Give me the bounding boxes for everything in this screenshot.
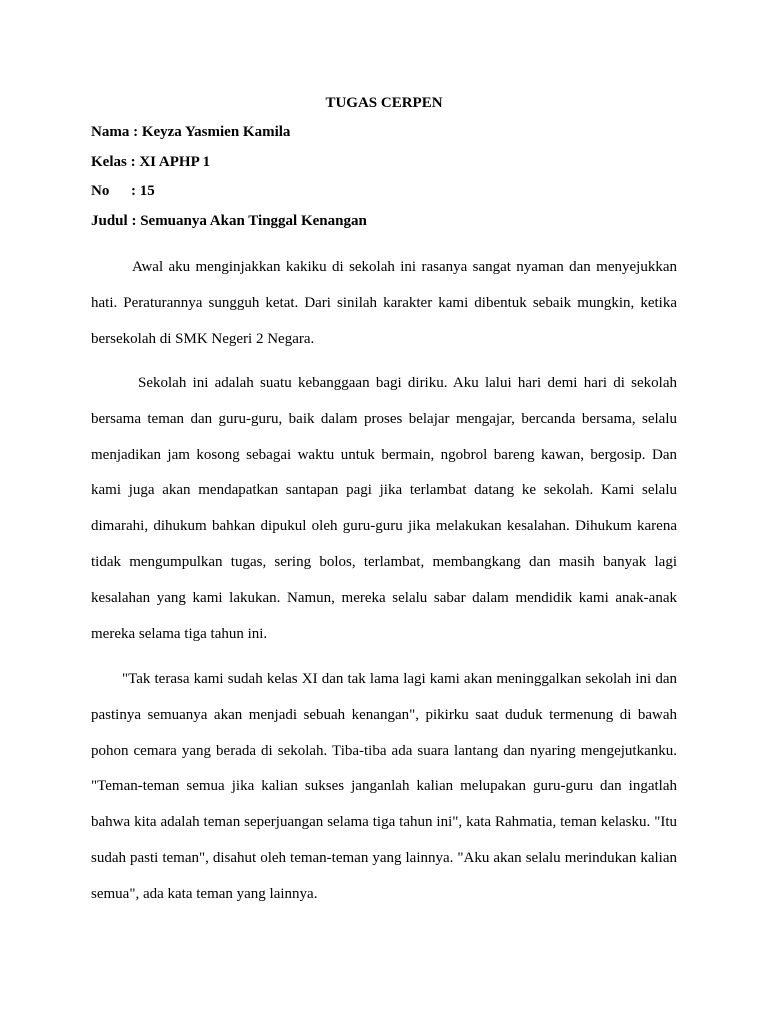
meta-no [91,181,155,201]
meta-nama: Nama : Keyza Yasmien Kamila [91,124,291,140]
paragraph-2: Sekolah ini adalah suatu kebanggaan bagi diriku. Aku lalui hari demi hari di sekolah bersama teman dan guru-guru, baik dalam proses belajar mengajar, bercanda bersama, selalu menjadikan jam kosong sebagai waktu untuk bermain, ngobrol bareng kawan, bergosip. Dan kami juga akan mendapatkan santapan pagi jika terlambat datang ke sekolah. Kami selalu dimarahi, dihukum bahkan dipukul oleh guru-guru jika melakukan kesalahan. Dihukum karena tidak mengumpulkan tugas, sering bolos, terlambat, membangkang dan masih banyak lagi kesalahan yang kami lakukan. Namun, mereka selalu sabar dalam mendidik kami anak-anak mereka selama tiga tahun ini. [91,375,677,642]
meta-no-label: No [91,183,110,199]
meta-judul: Judul : Semuanya Akan Tinggal Kenangan [91,213,367,229]
document-title: TUGAS CERPEN [325,95,443,111]
meta-kelas: Kelas : XI APHP 1 [91,154,211,170]
paragraph-3: "Tak terasa kami sudah kelas XI dan tak lama lagi kami akan meninggalkan sekolah ini dan pastinya semuanya akan menjadi sebuah kenangan", pikirku saat duduk termenung di bawah pohon cemara yang berada di sekolah. Tiba-tiba ada suara lantang dan nyaring mengejutkanku. "Teman-teman semua jika kalian sukses janganlah kalian melupakan guru-guru dan ingatlah bahwa kita adalah teman seperjuangan selama tiga tahun ini", kata Rahmatia, teman kelasku. "Itu sudah pasti teman", disahut oleh teman-teman yang lainnya. "Aku akan selalu merindukan kalian semua", ada kata teman yang lainnya. [91,671,677,902]
paragraph-1: Awal aku menginjakkan kakiku di sekolah ini rasanya sangat nyaman dan menyejukkan hati. Peraturannya sungguh ketat. Dari sinilah karakter kami dibentuk sebaik mungkin, ketika bersekolah di SMK Negeri 2 Negara. [91,259,677,347]
meta-no-value: : 15 [131,183,155,199]
